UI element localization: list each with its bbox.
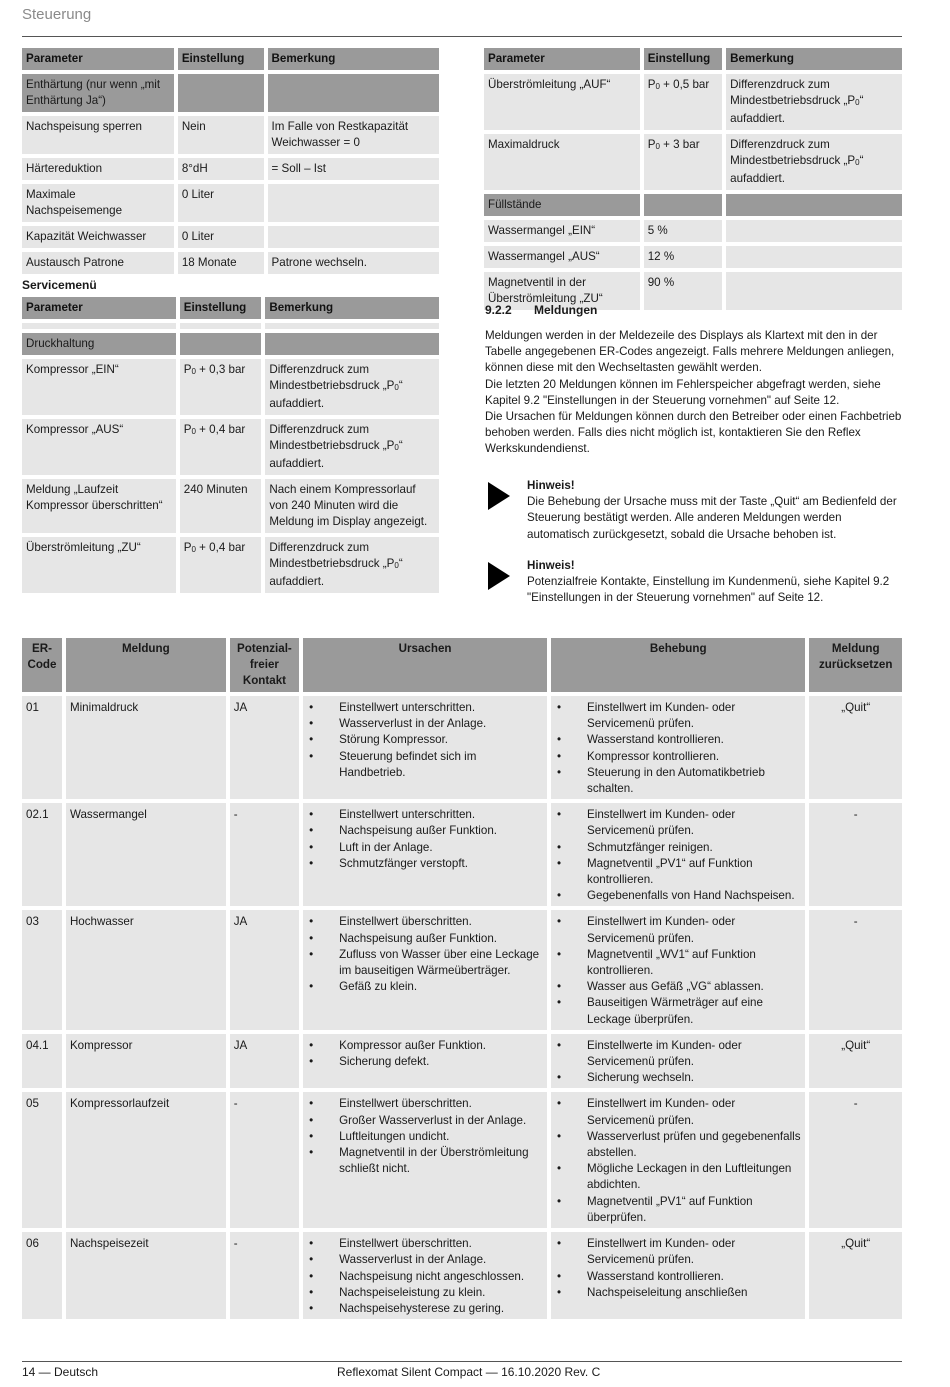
cell-behebung <box>551 1034 805 1089</box>
list-item: • Einstellwert unterschritten. <box>307 700 543 716</box>
table-row <box>22 419 439 475</box>
cell-bemerkung <box>265 479 439 533</box>
p-text: Wassermangel „AUS“ <box>488 250 600 263</box>
list-item: • Wasserverlust in der Anlage. <box>307 1252 543 1268</box>
p-text: Enthärtung (nur wenn „mit Enthärtung Ja“) <box>26 78 161 107</box>
cell-kontakt: - <box>230 803 299 906</box>
e-suffix: + 0,5 bar <box>659 78 710 91</box>
cell-einstellung <box>644 220 722 242</box>
list-item: • Luft in der Anlage. <box>307 840 543 856</box>
section-row <box>484 194 902 216</box>
subscript: 0 <box>655 142 660 151</box>
col-header-meldung: Meldung <box>66 638 226 692</box>
table-row <box>22 252 439 274</box>
cell-parameter <box>22 359 176 415</box>
section-row <box>22 333 439 355</box>
b-text: Nach einem Kompressorlauf von 240 Minuten wird die Meldung im Display angezeigt. <box>269 483 428 528</box>
section-row <box>22 74 439 112</box>
table-row <box>484 134 902 190</box>
cell-parameter <box>22 158 174 180</box>
p-text: Kapazität Weichwasser <box>26 230 147 243</box>
list-item: • Störung Kompressor. <box>307 732 543 748</box>
cell-bemerkung <box>726 246 902 268</box>
e-text: P <box>183 541 192 554</box>
b-text: Differenzdruck zum Mindestbetriebsdruck „P <box>730 138 856 167</box>
list-item: • Wasserverlust in der Anlage. <box>307 716 543 732</box>
list-item: • Wasserstand kontrollieren. <box>555 732 801 748</box>
col-header-kontakt: Potenzial-freier Kontakt <box>230 638 299 692</box>
p-text: Austausch Patrone <box>26 256 124 269</box>
table-row <box>22 803 902 906</box>
e-text: 0 Liter <box>181 230 215 243</box>
list-item: • Kompressor außer Funktion. <box>307 1038 543 1054</box>
cell-behebung <box>551 1092 805 1228</box>
list-item: • Mögliche Leckagen in den Luftleitungen abdichten. <box>555 1161 801 1193</box>
cell-kontakt: JA <box>230 696 299 799</box>
p-text: Füllstände <box>488 198 542 211</box>
ursachen-list <box>307 1038 543 1070</box>
cell-einstellung <box>178 184 264 222</box>
page-header: Steuerung <box>22 6 92 23</box>
col-header-bemerkung: Bemerkung <box>726 48 902 70</box>
table-row <box>22 1034 902 1089</box>
cell-code: 06 <box>22 1232 62 1319</box>
col-header-reset: Meldung zurücksetzen <box>809 638 902 692</box>
b-text: Differenzdruck zum Mindestbetriebsdruck „P <box>269 363 395 392</box>
list-item: • Steuerung in den Automatikbetrieb schalten. <box>555 765 801 797</box>
cell-bemerkung <box>265 419 439 475</box>
cell-einstellung <box>644 134 722 190</box>
arrow-right-icon <box>488 482 510 510</box>
table-row <box>484 74 902 130</box>
list-item: • Einstellwert im Kunden- oder Servicemenü prüfen. <box>555 914 801 946</box>
table-row <box>484 220 902 242</box>
cell-einstellung <box>644 74 722 130</box>
cell-bemerkung <box>265 537 439 593</box>
cell-einstellung <box>180 479 262 533</box>
list-item: • Magnetventil „PV1“ auf Funktion kontrollieren. <box>555 856 801 888</box>
cell-bemerkung <box>726 194 902 216</box>
cell-ursachen <box>303 803 547 906</box>
cell-meldung: Hochwasser <box>66 910 226 1029</box>
cell-einstellung <box>180 333 262 355</box>
b-text: Differenzdruck zum Mindestbetriebsdruck „P <box>269 541 395 570</box>
ursachen-list <box>307 1236 543 1317</box>
list-item: • Nachspeiseleitung anschließen <box>555 1285 801 1301</box>
paragraph: Die Ursachen für Meldungen können durch den Betreiber oder einen Fachbetrieb behoben werden. Falls dies nicht möglich ist, kontaktieren Sie den Reflex Werkskundendienst. <box>485 410 902 456</box>
table-row <box>22 359 439 415</box>
cell-einstellung <box>644 194 722 216</box>
b-text: Differenzdruck zum Mindestbetriebsdruck „P <box>269 423 395 452</box>
behebung-list <box>555 807 801 904</box>
col-header-parameter: Parameter <box>484 48 640 70</box>
cell-parameter <box>22 74 174 112</box>
subscript: 0 <box>191 367 196 376</box>
subscript: 0 <box>394 561 399 570</box>
cell-kontakt: JA <box>230 910 299 1029</box>
cell-bemerkung <box>268 74 439 112</box>
cell-einstellung <box>180 419 262 475</box>
hint-text: Die Behebung der Ursache muss mit der Taste „Quit“ am Bedienfeld der Steuerung bestätigt werden. Alle anderen Meldungen werden automatisch zurückgesetzt, sobald die Ursache behoben ist. <box>527 495 897 541</box>
col-header-bemerkung: Bemerkung <box>265 297 439 319</box>
table-row <box>22 323 439 329</box>
p-text: Maximale Nachspeisemenge <box>26 188 123 217</box>
table-row <box>22 116 439 154</box>
cell-code: 04.1 <box>22 1034 62 1089</box>
subscript: 0 <box>191 427 196 436</box>
cell-reset: „Quit“ <box>809 1232 902 1319</box>
cell-meldung: Kompressor <box>66 1034 226 1089</box>
table-row <box>22 1092 902 1228</box>
list-item: • Gefäß zu klein. <box>307 979 543 995</box>
e-suffix: + 0,3 bar <box>195 363 246 376</box>
col-header-parameter: Parameter <box>22 297 176 319</box>
cell-bemerkung <box>268 184 439 222</box>
e-text: 0 Liter <box>181 188 215 201</box>
section-title: Meldungen <box>534 303 598 317</box>
list-item: • Einstellwert überschritten. <box>307 1096 543 1112</box>
table-row <box>22 1232 902 1319</box>
cell-parameter <box>22 419 176 475</box>
cell-behebung <box>551 696 805 799</box>
e-text: Nein <box>181 120 206 133</box>
cell-bemerkung <box>268 252 439 274</box>
e-text: 12 % <box>647 250 675 263</box>
subscript: 0 <box>855 158 860 167</box>
footer-doc: Reflexomat Silent Compact — 16.10.2020 Rev. C <box>337 1365 601 1379</box>
table-row <box>22 696 902 799</box>
behebung-list <box>555 700 801 797</box>
b-suffix: “ aufaddiert. <box>730 94 864 125</box>
table-row <box>22 158 439 180</box>
cell-behebung <box>551 803 805 906</box>
cell-ursachen <box>303 1034 547 1089</box>
p-text: Kompressor „AUS“ <box>26 423 124 436</box>
b-text: = Soll – Ist <box>271 162 326 175</box>
e-text: P <box>183 363 192 376</box>
cell-bemerkung <box>268 226 439 248</box>
table-row <box>22 910 902 1029</box>
cell-parameter <box>22 116 174 154</box>
list-item: • Einstellwert überschritten. <box>307 1236 543 1252</box>
ursachen-list <box>307 700 543 781</box>
e-text: P <box>647 138 656 151</box>
cell-parameter <box>22 333 176 355</box>
list-item: • Sicherung wechseln. <box>555 1070 801 1086</box>
list-item: • Schmutzfänger verstopft. <box>307 856 543 872</box>
section-number: 9.2.2 <box>485 303 512 317</box>
cell-meldung: Kompressorlaufzeit <box>66 1092 226 1228</box>
cell-parameter <box>484 246 640 268</box>
hint-title: Hinweis! <box>527 479 575 492</box>
er-code-table <box>18 634 906 1323</box>
cell-code: 02.1 <box>22 803 62 906</box>
e-text: 5 % <box>647 224 668 237</box>
list-item: • Nachspeisehysterese zu gering. <box>307 1301 543 1317</box>
footer-page: 14 — Deutsch <box>22 1365 99 1379</box>
cell-reset: - <box>809 803 902 906</box>
list-item: • Bauseitigen Wärmeträger auf eine Leckage überprüfen. <box>555 995 801 1027</box>
behebung-list <box>555 914 801 1027</box>
list-item: • Einstellwert überschritten. <box>307 914 543 930</box>
table-row <box>22 537 439 593</box>
footer-rule <box>22 1361 902 1362</box>
col-header-bemerkung: Bemerkung <box>268 48 439 70</box>
list-item: • Steuerung befindet sich im Handbetrieb. <box>307 749 543 781</box>
cell-kontakt: JA <box>230 1034 299 1089</box>
e-suffix: + 0,4 bar <box>195 423 246 436</box>
cell-einstellung <box>644 272 722 310</box>
col-header-ursachen: Ursachen <box>303 638 547 692</box>
list-item: • Magnetventil „PV1“ auf Funktion überprüfen. <box>555 1194 801 1226</box>
table-row <box>22 479 439 533</box>
b-text: Patrone wechseln. <box>271 256 367 269</box>
p-text: Kompressor „EIN“ <box>26 363 119 376</box>
e-text: 8°dH <box>181 162 208 175</box>
e-suffix: + 3 bar <box>659 138 700 151</box>
table-row <box>484 246 902 268</box>
b-suffix: “ aufaddiert. <box>730 154 864 185</box>
cell-einstellung <box>644 246 722 268</box>
behebung-list <box>555 1096 801 1226</box>
list-item: • Wasser aus Gefäß „VG“ ablassen. <box>555 979 801 995</box>
servicemenu-title: Servicemenü <box>22 278 97 292</box>
cell-einstellung <box>178 226 264 248</box>
subscript: 0 <box>191 545 196 554</box>
behebung-list <box>555 1236 801 1301</box>
list-item: • Nachspeisung nicht angeschlossen. <box>307 1269 543 1285</box>
list-item: • Großer Wasserverlust in der Anlage. <box>307 1113 543 1129</box>
hint-box <box>485 478 905 543</box>
cell-bemerkung <box>726 74 902 130</box>
b-suffix: “ aufaddiert. <box>269 439 403 470</box>
p-text: Maximaldruck <box>488 138 560 151</box>
subscript: 0 <box>655 82 660 91</box>
cell-parameter <box>22 184 174 222</box>
list-item: • Einstellwert unterschritten. <box>307 807 543 823</box>
col-header-code: ER-Code <box>22 638 62 692</box>
header-rule <box>22 36 902 37</box>
cell-behebung <box>551 910 805 1029</box>
col-header-einstellung: Einstellung <box>178 48 264 70</box>
cell-meldung: Minimaldruck <box>66 696 226 799</box>
cell-bemerkung <box>268 116 439 154</box>
cell-meldung: Nachspeisezeit <box>66 1232 226 1319</box>
parameter-table-enthaertung <box>18 44 443 278</box>
e-text: P <box>183 423 192 436</box>
hint-box <box>485 558 905 607</box>
cell-bemerkung <box>726 220 902 242</box>
cell-ursachen <box>303 1232 547 1319</box>
p-text: Meldung „Laufzeit Kompressor überschritten“ <box>26 483 163 512</box>
cell-parameter <box>484 220 640 242</box>
cell-bemerkung <box>726 272 902 310</box>
ursachen-list <box>307 1096 543 1177</box>
table-row <box>22 226 439 248</box>
cell-parameter <box>22 226 174 248</box>
ursachen-list <box>307 807 543 872</box>
p-text: Überströmleitung „AUF“ <box>488 78 611 91</box>
cell-reset: - <box>809 1092 902 1228</box>
cell-code: 03 <box>22 910 62 1029</box>
list-item: • Nachspeisung außer Funktion. <box>307 823 543 839</box>
cell-einstellung <box>180 537 262 593</box>
cell-parameter <box>22 252 174 274</box>
list-item: • Einstellwert im Kunden- oder Servicemenü prüfen. <box>555 1096 801 1128</box>
e-text: 90 % <box>647 276 675 289</box>
col-header-parameter: Parameter <box>22 48 174 70</box>
cell-einstellung <box>180 323 262 329</box>
cell-parameter <box>484 74 640 130</box>
cell-reset: „Quit“ <box>809 696 902 799</box>
list-item: • Sicherung defekt. <box>307 1054 543 1070</box>
cell-meldung: Wassermangel <box>66 803 226 906</box>
b-suffix: “ aufaddiert. <box>269 557 403 588</box>
section-paragraphs <box>485 328 905 458</box>
b-suffix: “ aufaddiert. <box>269 379 403 410</box>
cell-einstellung <box>178 116 264 154</box>
cell-parameter <box>484 134 640 190</box>
col-header-einstellung: Einstellung <box>644 48 722 70</box>
list-item: • Zufluss von Wasser über eine Leckage im bauseitigen Wärmeüberträger. <box>307 947 543 979</box>
p-text: Überströmleitung „ZU“ <box>26 541 141 554</box>
cell-behebung <box>551 1232 805 1319</box>
cell-einstellung <box>178 74 264 112</box>
list-item: • Magnetventil „WV1“ auf Funktion kontrollieren. <box>555 947 801 979</box>
table-row <box>22 184 439 222</box>
cell-ursachen <box>303 1092 547 1228</box>
cell-parameter <box>22 323 176 329</box>
cell-bemerkung <box>268 158 439 180</box>
list-item: • Luftleitungen undicht. <box>307 1129 543 1145</box>
cell-einstellung <box>180 359 262 415</box>
list-item: • Gegebenenfalls von Hand Nachspeisen. <box>555 888 801 904</box>
ursachen-list <box>307 914 543 995</box>
e-suffix: + 0,4 bar <box>195 541 246 554</box>
p-text: Magnetventil in der Überströmleitung „ZU“ <box>488 276 603 305</box>
cell-parameter <box>22 479 176 533</box>
cell-parameter <box>484 194 640 216</box>
cell-code: 01 <box>22 696 62 799</box>
paragraph: Meldungen werden in der Meldezeile des Displays als Klartext mit den in der Tabelle angegebenen ER-Codes angezeigt. Falls mehrere Meldungen anliegen, können diese mit den Wechseltasten gewählt werden. <box>485 329 895 375</box>
cell-reset: „Quit“ <box>809 1034 902 1089</box>
p-text: Nachspeisung sperren <box>26 120 143 133</box>
list-item: • Schmutzfänger reinigen. <box>555 840 801 856</box>
cell-bemerkung <box>265 333 439 355</box>
cell-ursachen <box>303 910 547 1029</box>
subscript: 0 <box>394 443 399 452</box>
list-item: • Magnetventil in der Überströmleitung schließt nicht. <box>307 1145 543 1177</box>
list-item: • Nachspeisung außer Funktion. <box>307 931 543 947</box>
cell-code: 05 <box>22 1092 62 1228</box>
list-item: • Einstellwert im Kunden- oder Servicemenü prüfen. <box>555 807 801 839</box>
list-item: • Einstellwerte im Kunden- oder Servicemenü prüfen. <box>555 1038 801 1070</box>
parameter-table-servicemenu <box>18 293 443 597</box>
arrow-right-icon <box>488 562 510 590</box>
cell-kontakt: - <box>230 1232 299 1319</box>
list-item: • Wasserstand kontrollieren. <box>555 1269 801 1285</box>
list-item: • Nachspeiseleistung zu klein. <box>307 1285 543 1301</box>
p-text: Druckhaltung <box>26 337 95 350</box>
list-item: • Wasserverlust prüfen und gegebenenfalls abstellen. <box>555 1129 801 1161</box>
p-text: Wassermangel „EIN“ <box>488 224 596 237</box>
cell-kontakt: - <box>230 1092 299 1228</box>
paragraph: Die letzten 20 Meldungen können im Fehlerspeicher abgefragt werden, siehe Kapitel 9.2 "Einstellungen in der Steuerung vornehmen" auf Seite 12. <box>485 377 881 407</box>
cell-einstellung <box>178 158 264 180</box>
list-item: • Einstellwert im Kunden- oder Servicemenü prüfen. <box>555 1236 801 1268</box>
cell-ursachen <box>303 696 547 799</box>
b-text: Im Falle von Restkapazität Weichwasser = 0 <box>271 120 409 149</box>
e-text: 240 Minuten <box>183 483 248 496</box>
e-text: 18 Monate <box>181 256 237 269</box>
cell-parameter <box>22 537 176 593</box>
cell-bemerkung <box>265 359 439 415</box>
col-header-behebung: Behebung <box>551 638 805 692</box>
p-text: Härtereduktion <box>26 162 103 175</box>
subscript: 0 <box>855 98 860 107</box>
subscript: 0 <box>394 383 399 392</box>
col-header-einstellung: Einstellung <box>180 297 262 319</box>
cell-bemerkung <box>265 323 439 329</box>
e-text: P <box>647 78 656 91</box>
hint-text: Potenzialfreie Kontakte, Einstellung im Kundenmenü, siehe Kapitel 9.2 "Einstellungen in der Steuerung vornehmen" auf Seite 12. <box>527 575 890 605</box>
cell-reset: - <box>809 910 902 1029</box>
list-item: • Kompressor kontrollieren. <box>555 749 801 765</box>
list-item: • Einstellwert im Kunden- oder Servicemenü prüfen. <box>555 700 801 732</box>
hint-title: Hinweis! <box>527 559 575 572</box>
behebung-list <box>555 1038 801 1087</box>
parameter-table-druck <box>480 44 906 314</box>
cell-bemerkung <box>726 134 902 190</box>
b-text: Differenzdruck zum Mindestbetriebsdruck „P <box>730 78 856 107</box>
cell-einstellung <box>178 252 264 274</box>
